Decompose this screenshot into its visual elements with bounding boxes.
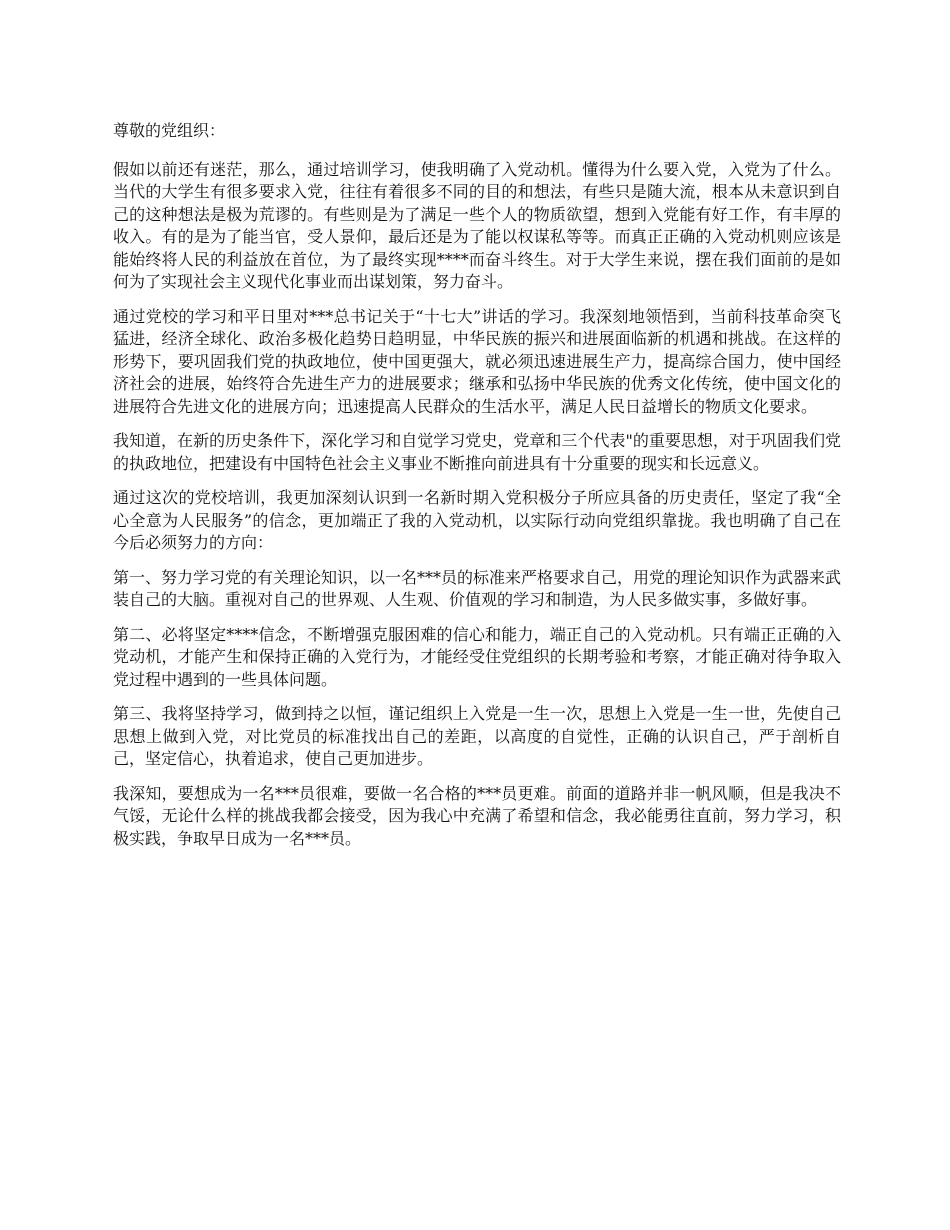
- paragraph-2: 通过党校的学习和平日里对***总书记关于“十七大”讲话的学习。我深刻地领悟到，当前科技革命突飞猛进，经济全球化、政治多极化趋势日趋明显，中华民族的振兴和进展面临新的机遇和挑战。在这样的形势下，要巩固我们党的执政地位，使中国更强大，就必须迅速进展生产力，提高综合国力，使中国经济社会的进展，始终符合先进生产力的进展要求；继承和弘扬中华民族的优秀文化传统，使中国文化的进展符合先进文化的进展方向；迅速提高人民群众的生活水平，满足人民日益增长的物质文化要求。: [113, 306, 841, 416]
- paragraph-4: 通过这次的党校培训，我更加深刻认识到一名新时期入党积极分子所应具备的历史责任，坚定了我“全心全意为人民服务”的信念，更加端正了我的入党动机，以实际行动向党组织靠拢。我也明确了自己在今后必须努力的方向：: [113, 488, 841, 552]
- document-page: [113, 120, 841, 862]
- paragraph-8: 我深知，要想成为一名***员很难，要做一名合格的***员更难。前面的道路并非一帆风顺，但是我决不气馁，无论什么样的挑战我都会接受，因为我心中充满了希望和信念，我必能勇往直前，努力学习，积极实践，争取早日成为一名***员。: [113, 783, 841, 848]
- salutation: 尊敬的党组织：: [113, 121, 226, 140]
- paragraph-6: 第二、必将坚定****信念，不断增强克服困难的信心和能力，端正自己的入党动机。只有端正正确的入党动机，才能产生和保持正确的入党行为，才能经受住党组织的长期考验和考察，才能正确对待争取入党过程中遇到的一些具体问题。: [113, 624, 841, 689]
- paragraph-3: 我知道，在新的历史条件下，深化学习和自觉学习党史，党章和三个代表"的重要思想，对于巩固我们党的执政地位，把建设有中国特色社会主义事业不断推向前进具有十分重要的现实和长远意义。: [113, 431, 841, 473]
- paragraph-5: 第一、努力学习党的有关理论知识，以一名***员的标准来严格要求自己，用党的理论知识作为武器来武装自己的大脑。重视对自己的世界观、人生观、价值观的学习和制造，为人民多做实事，多做好事。: [113, 567, 842, 609]
- paragraph-7: 第三、我将坚持学习，做到持之以恒，谨记组织上入党是一生一次，思想上入党是一生一世，先使自己思想上做到入党，对比党员的标准找出自己的差距，以高度的自觉性，正确的认识自己，严于剖析自己，坚定信心，执着追求，使自己更加进步。: [113, 704, 841, 768]
- paragraph-1: 假如以前还有迷茫，那么，通过培训学习，使我明确了入党动机。懂得为什么要入党，入党为了什么。当代的大学生有很多要求入党，往往有着很多不同的目的和想法，有些只是随大流，根本从未意识到自己的这种想法是极为荒谬的。有些则是为了满足一些个人的物质欲望，想到入党能有好工作，有丰厚的收入。有的是为了能当官，受人景仰，最后还是为了能以权谋私等等。而真正正确的入党动机则应该是能始终将人民的利益放在首位，为了最终实现****而奋斗终生。对于大学生来说，摆在我们面前的是如何为了实现社会主义现代化事业而出谋划策，努力奋斗。: [113, 159, 841, 291]
